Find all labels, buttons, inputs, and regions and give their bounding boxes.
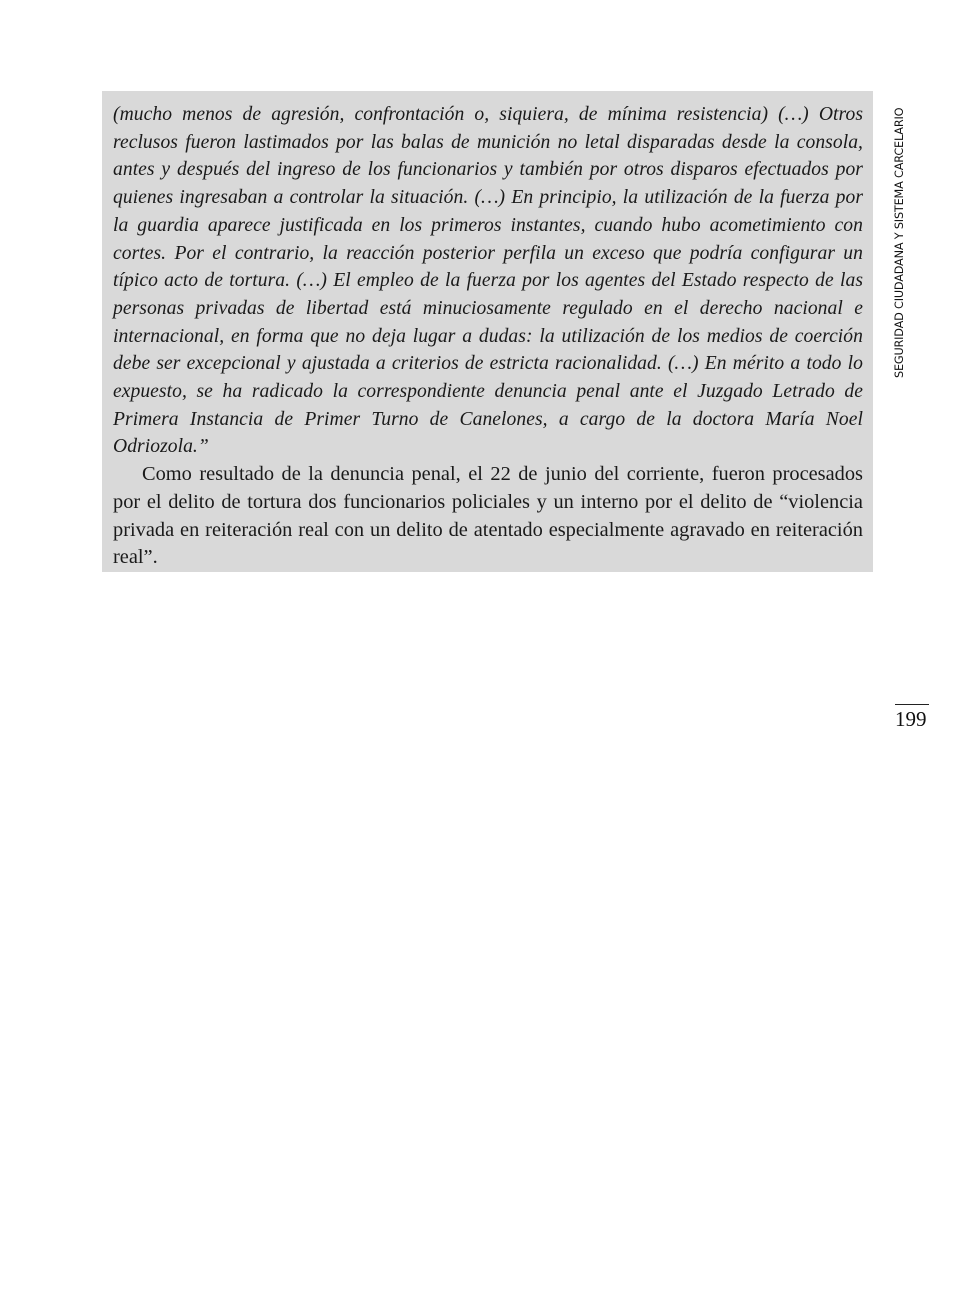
page-number: 199 (895, 707, 927, 731)
running-head: SEGURIDAD CIUDADANA Y SISTEMA CARCELARIO (893, 107, 906, 379)
body-paragraph: Como resultado de la denuncia penal, el 22 de junio del corriente, fueron procesados por el delito de tortura dos funcionarios policiales y un interno por el delito de “violencia privada en reiteración real con un delito de atentado especialmente agravado en reiteración real”. (113, 463, 863, 569)
quoted-passage: (mucho menos de agresión, confrontación o, siquiera, de mínima resistencia) (…) Otros reclusos fueron lastimados por las balas de munición no letal disparadas desde la consola, antes y después del ingreso de los funcionarios y también por otros disparos efectuados por quienes ingresaban a controlar la situación. (…) En principio, la utilización de la fuerza por la guardia aparece justificada en los primeros instantes, cuando hubo acometimiento con cortes. Por el contrario, la reacción posterior perfila un exceso que podría configurar un típico acto de tortura. (…) El empleo de la fuerza por los agentes del Estado respecto de las personas privadas de libertad está minuciosamente regulado en el derecho nacional e internacional, en forma que no deja lugar a dudas: la utilización de los medios de coerción debe ser excepcional y ajustada a criterios de estricta racionalidad. (…) En mérito a todo lo expuesto, se ha radicado la correspondiente denuncia penal ante el Juzgado Letrado de Primera Instancia de Primer Turno de Canelones, a cargo de la doctora María Noel Odriozola.” (113, 104, 863, 458)
highlighted-text-box (102, 91, 873, 572)
page-number-rule (895, 704, 929, 705)
